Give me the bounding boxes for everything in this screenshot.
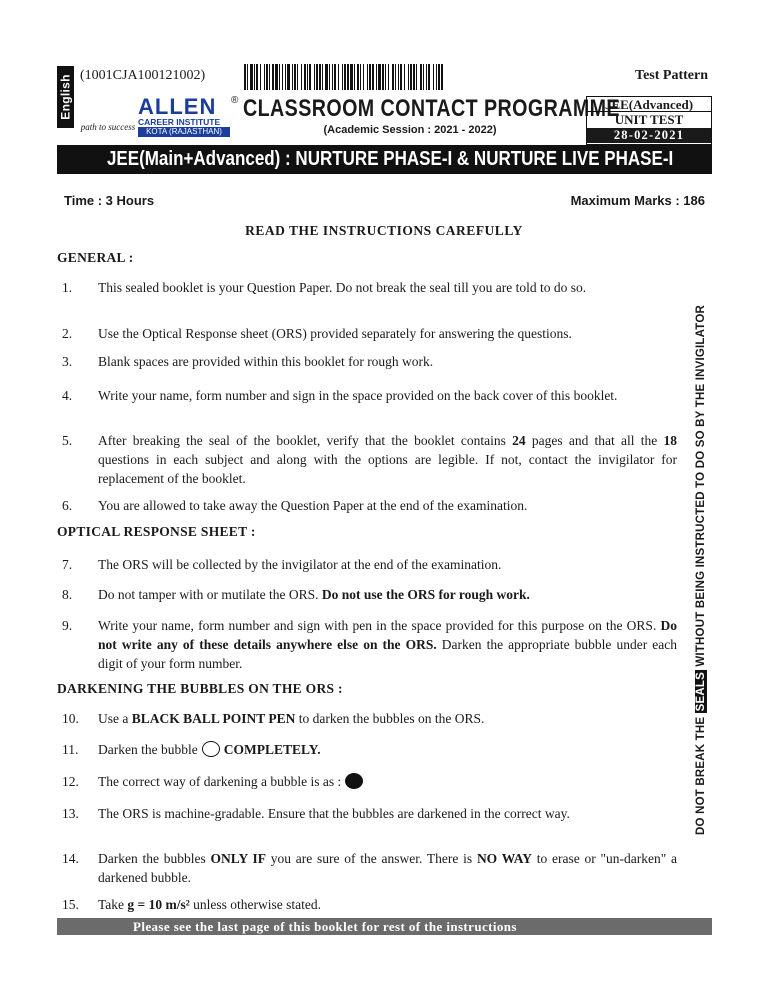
item-text: You are allowed to take away the Question Paper at the end of the examination. bbox=[98, 498, 528, 513]
phase-banner bbox=[57, 145, 712, 174]
item-number: 11. bbox=[62, 742, 79, 757]
instruction-item bbox=[62, 352, 677, 371]
instruction-item bbox=[62, 849, 677, 887]
section-general: GENERAL : bbox=[57, 250, 134, 265]
item-text: The ORS is machine-gradable. Ensure that the bubbles are darkened in the correct way. bbox=[98, 806, 570, 821]
item-number: 1. bbox=[62, 280, 73, 295]
item-text: Use the Optical Response sheet (ORS) provided separately for answering the questions. bbox=[98, 326, 572, 341]
seal-highlight: SEALS bbox=[695, 672, 707, 712]
item-number: 8. bbox=[62, 587, 73, 602]
item-number: 10. bbox=[62, 711, 79, 726]
item-text: The ORS will be collected by the invigilator at the end of the examination. bbox=[98, 557, 502, 572]
instruction-item bbox=[62, 804, 677, 823]
programme-title: CLASSROOM CONTACT PROGRAMME bbox=[243, 95, 620, 122]
section-ors: OPTICAL RESPONSE SHEET : bbox=[57, 524, 256, 539]
exam-info-box bbox=[586, 96, 712, 145]
footer-note: Please see the last page of this booklet for rest of the instructions bbox=[57, 918, 712, 935]
instruction-item bbox=[62, 740, 677, 759]
language-tab bbox=[57, 66, 74, 128]
instruction-item bbox=[62, 555, 677, 574]
barcode bbox=[244, 64, 562, 90]
registered-mark: ® bbox=[231, 95, 239, 106]
item-text: This sealed booklet is your Question Paper. Do not break the seal till you are told to do so. bbox=[98, 280, 587, 295]
instructions-heading: READ THE INSTRUCTIONS CAREFULLY bbox=[245, 223, 523, 238]
instruction-item bbox=[62, 772, 677, 791]
item-text: Darken the bubbles ONLY IF you are sure of the answer. There is NO WAY to erase or "un-darken" a darkened bubble. bbox=[98, 851, 677, 885]
academic-session: (Academic Session : 2021 - 2022) bbox=[323, 124, 497, 136]
item-number: 15. bbox=[62, 897, 79, 912]
item-text: Use a BLACK BALL POINT PEN to darken the bubbles on the ORS. bbox=[98, 711, 485, 726]
item-number: 2. bbox=[62, 326, 73, 341]
logo-tagline: path to success bbox=[80, 122, 136, 132]
instruction-item bbox=[62, 585, 677, 604]
empty-bubble-icon bbox=[202, 741, 220, 757]
logo-location: KOTA (RAJASTHAN) bbox=[138, 127, 230, 137]
item-number: 12. bbox=[62, 774, 79, 789]
logo-institute: CAREER INSTITUTE bbox=[138, 117, 221, 127]
item-text: Do not tamper with or mutilate the ORS. Do not use the ORS for rough work. bbox=[98, 587, 530, 602]
time-limit: Time : 3 Hours bbox=[64, 193, 155, 208]
exam-name: JEE(Advanced) bbox=[587, 97, 711, 112]
item-text: The correct way of darkening a bubble is as : bbox=[98, 772, 677, 791]
maximum-marks: Maximum Marks : 186 bbox=[570, 193, 705, 208]
item-number: 3. bbox=[62, 354, 73, 369]
section-darkening: DARKENING THE BUBBLES ON THE ORS : bbox=[57, 681, 343, 696]
item-number: 9. bbox=[62, 618, 73, 633]
item-number: 4. bbox=[62, 388, 73, 403]
filled-bubble-icon bbox=[345, 773, 363, 789]
item-number: 14. bbox=[62, 851, 79, 866]
exam-date: 28-02-2021 bbox=[587, 128, 711, 143]
item-number: 6. bbox=[62, 498, 73, 513]
instruction-item bbox=[62, 431, 677, 488]
test-pattern-label: Test Pattern bbox=[635, 68, 708, 83]
instruction-item bbox=[62, 709, 677, 728]
paper-code: (1001CJA100121002) bbox=[80, 68, 206, 83]
item-number: 5. bbox=[62, 433, 73, 448]
logo-brand: ALLEN bbox=[138, 94, 217, 119]
instruction-item bbox=[62, 895, 677, 914]
seal-warning: DO NOT BREAK THE SEALS WITHOUT BEING INSTRUCTED TO DO SO BY THE INVIGILATOR bbox=[695, 305, 707, 835]
instruction-item bbox=[62, 324, 677, 343]
item-text: Blank spaces are provided within this booklet for rough work. bbox=[98, 354, 434, 369]
instruction-item bbox=[62, 278, 677, 297]
instruction-item bbox=[62, 496, 677, 515]
item-text: After breaking the seal of the booklet, verify that the booklet contains 24 pages and that all the 18 questions in each subject and along with the options are legible. If not, contact the invigilator for replacement of the booklet. bbox=[98, 433, 677, 486]
item-number: 7. bbox=[62, 557, 73, 572]
allen-logo bbox=[80, 96, 230, 136]
item-text: Write your name, form number and sign in the space provided on the back cover of this booklet. bbox=[98, 388, 618, 403]
item-text: Darken the bubble COMPLETELY. bbox=[98, 742, 321, 757]
instruction-item bbox=[62, 616, 677, 673]
instruction-item bbox=[62, 386, 677, 405]
item-text: Take g = 10 m/s² unless otherwise stated. bbox=[98, 897, 322, 912]
item-text: Write your name, form number and sign with pen in the space provided for this purpose on the ORS. Do not write any of these details anywhere else on the ORS. Darken the appropriate bubble under each digit of your form number. bbox=[98, 618, 677, 671]
language-label: English bbox=[58, 74, 73, 120]
test-type: UNIT TEST bbox=[614, 112, 684, 127]
phase-banner-text: JEE(Main+Advanced) : NURTURE PHASE-I & NURTURE LIVE PHASE-I bbox=[106, 148, 674, 170]
item-number: 13. bbox=[62, 806, 79, 821]
